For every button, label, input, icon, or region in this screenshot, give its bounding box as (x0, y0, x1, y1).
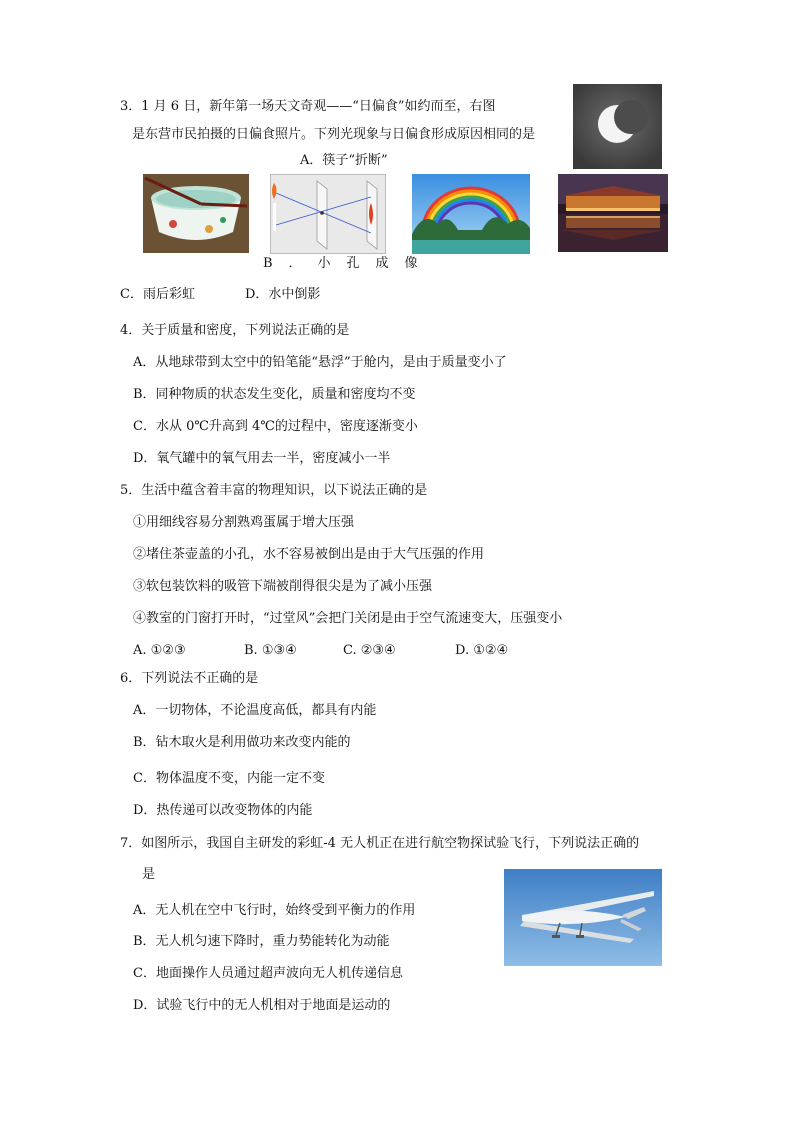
q5-statement-2: ②堵住茶壶盖的小孔，水不容易被倒出是由于大气压强的作用 (133, 547, 485, 562)
q7-option-d: D．试验飞行中的无人机相对于地面是运动的 (133, 998, 391, 1013)
q3-option-a: A．筷子“折断” (300, 153, 388, 168)
q3-option-b: B．小孔成像 (263, 256, 434, 271)
q5-stem: 5．生活中蕴含着丰富的物理知识，以下说法正确的是 (120, 483, 428, 498)
q3-option-d: D．水中倒影 (245, 287, 321, 302)
drone-photo (504, 869, 662, 966)
q5-statement-3: ③软包装饮料的吸管下端被削得很尖是为了减小压强 (133, 579, 433, 594)
q3-stem-line2: 是东营市民拍摄的日偏食照片。下列光现象与日偏食形成原因相同的是 (132, 127, 536, 142)
q6-option-a: A．一切物体，不论温度高低，都具有内能 (133, 703, 377, 718)
q4-option-d: D．氧气罐中的氧气用去一半，密度减小一半 (133, 451, 391, 466)
q5-statement-1: ①用细线容易分割熟鸡蛋属于增大压强 (133, 515, 355, 530)
q3-stem-line1: 3．1 月 6 日，新年第一场天文奇观——“日偏食”如约而至，右图 (120, 99, 496, 114)
q5-option-c: C. ②③④ (343, 643, 396, 658)
rainbow-photo (412, 174, 530, 254)
q5-statement-4: ④教室的门窗打开时，“过堂风”会把门关闭是由于空气流速变大，压强变小 (133, 611, 563, 626)
eclipse-photo (573, 84, 662, 169)
chopsticks-bowl-image (143, 174, 249, 253)
pinhole-image-diagram (270, 174, 386, 254)
q4-option-c: C．水从 0℃升高到 4℃的过程中，密度逐渐变小 (133, 419, 418, 434)
q3-option-c: C．雨后彩虹 (120, 287, 195, 302)
q6-option-d: D．热传递可以改变物体的内能 (133, 803, 313, 818)
q6-option-c: C．物体温度不变，内能一定不变 (133, 771, 325, 786)
q7-option-a: A．无人机在空中飞行时，始终受到平衡力的作用 (133, 903, 416, 918)
q6-stem: 6．下列说法不正确的是 (120, 671, 259, 686)
q4-option-a: A．从地球带到太空中的铅笔能“悬浮”于舱内，是由于质量变小了 (133, 355, 507, 370)
q7-stem-line1: 7．如图所示，我国自主研发的彩虹-4 无人机正在进行航空物探试验飞行，下列说法正确的 (120, 836, 640, 851)
q7-option-c: C．地面操作人员通过超声波向无人机传递信息 (133, 966, 403, 981)
water-reflection-photo (558, 174, 668, 252)
q5-option-d: D. ①②④ (455, 643, 509, 658)
q4-option-b: B．同种物质的状态发生变化，质量和密度均不变 (133, 387, 416, 402)
q4-stem: 4．关于质量和密度，下列说法正确的是 (120, 323, 350, 338)
q7-stem-line2: 是 (142, 867, 156, 882)
q7-option-b: B．无人机匀速下降时，重力势能转化为动能 (133, 934, 390, 949)
q5-option-a: A. ①②③ (133, 643, 186, 658)
q5-option-b: B. ①③④ (244, 643, 297, 658)
q6-option-b: B．钻木取火是利用做功来改变内能的 (133, 735, 351, 750)
